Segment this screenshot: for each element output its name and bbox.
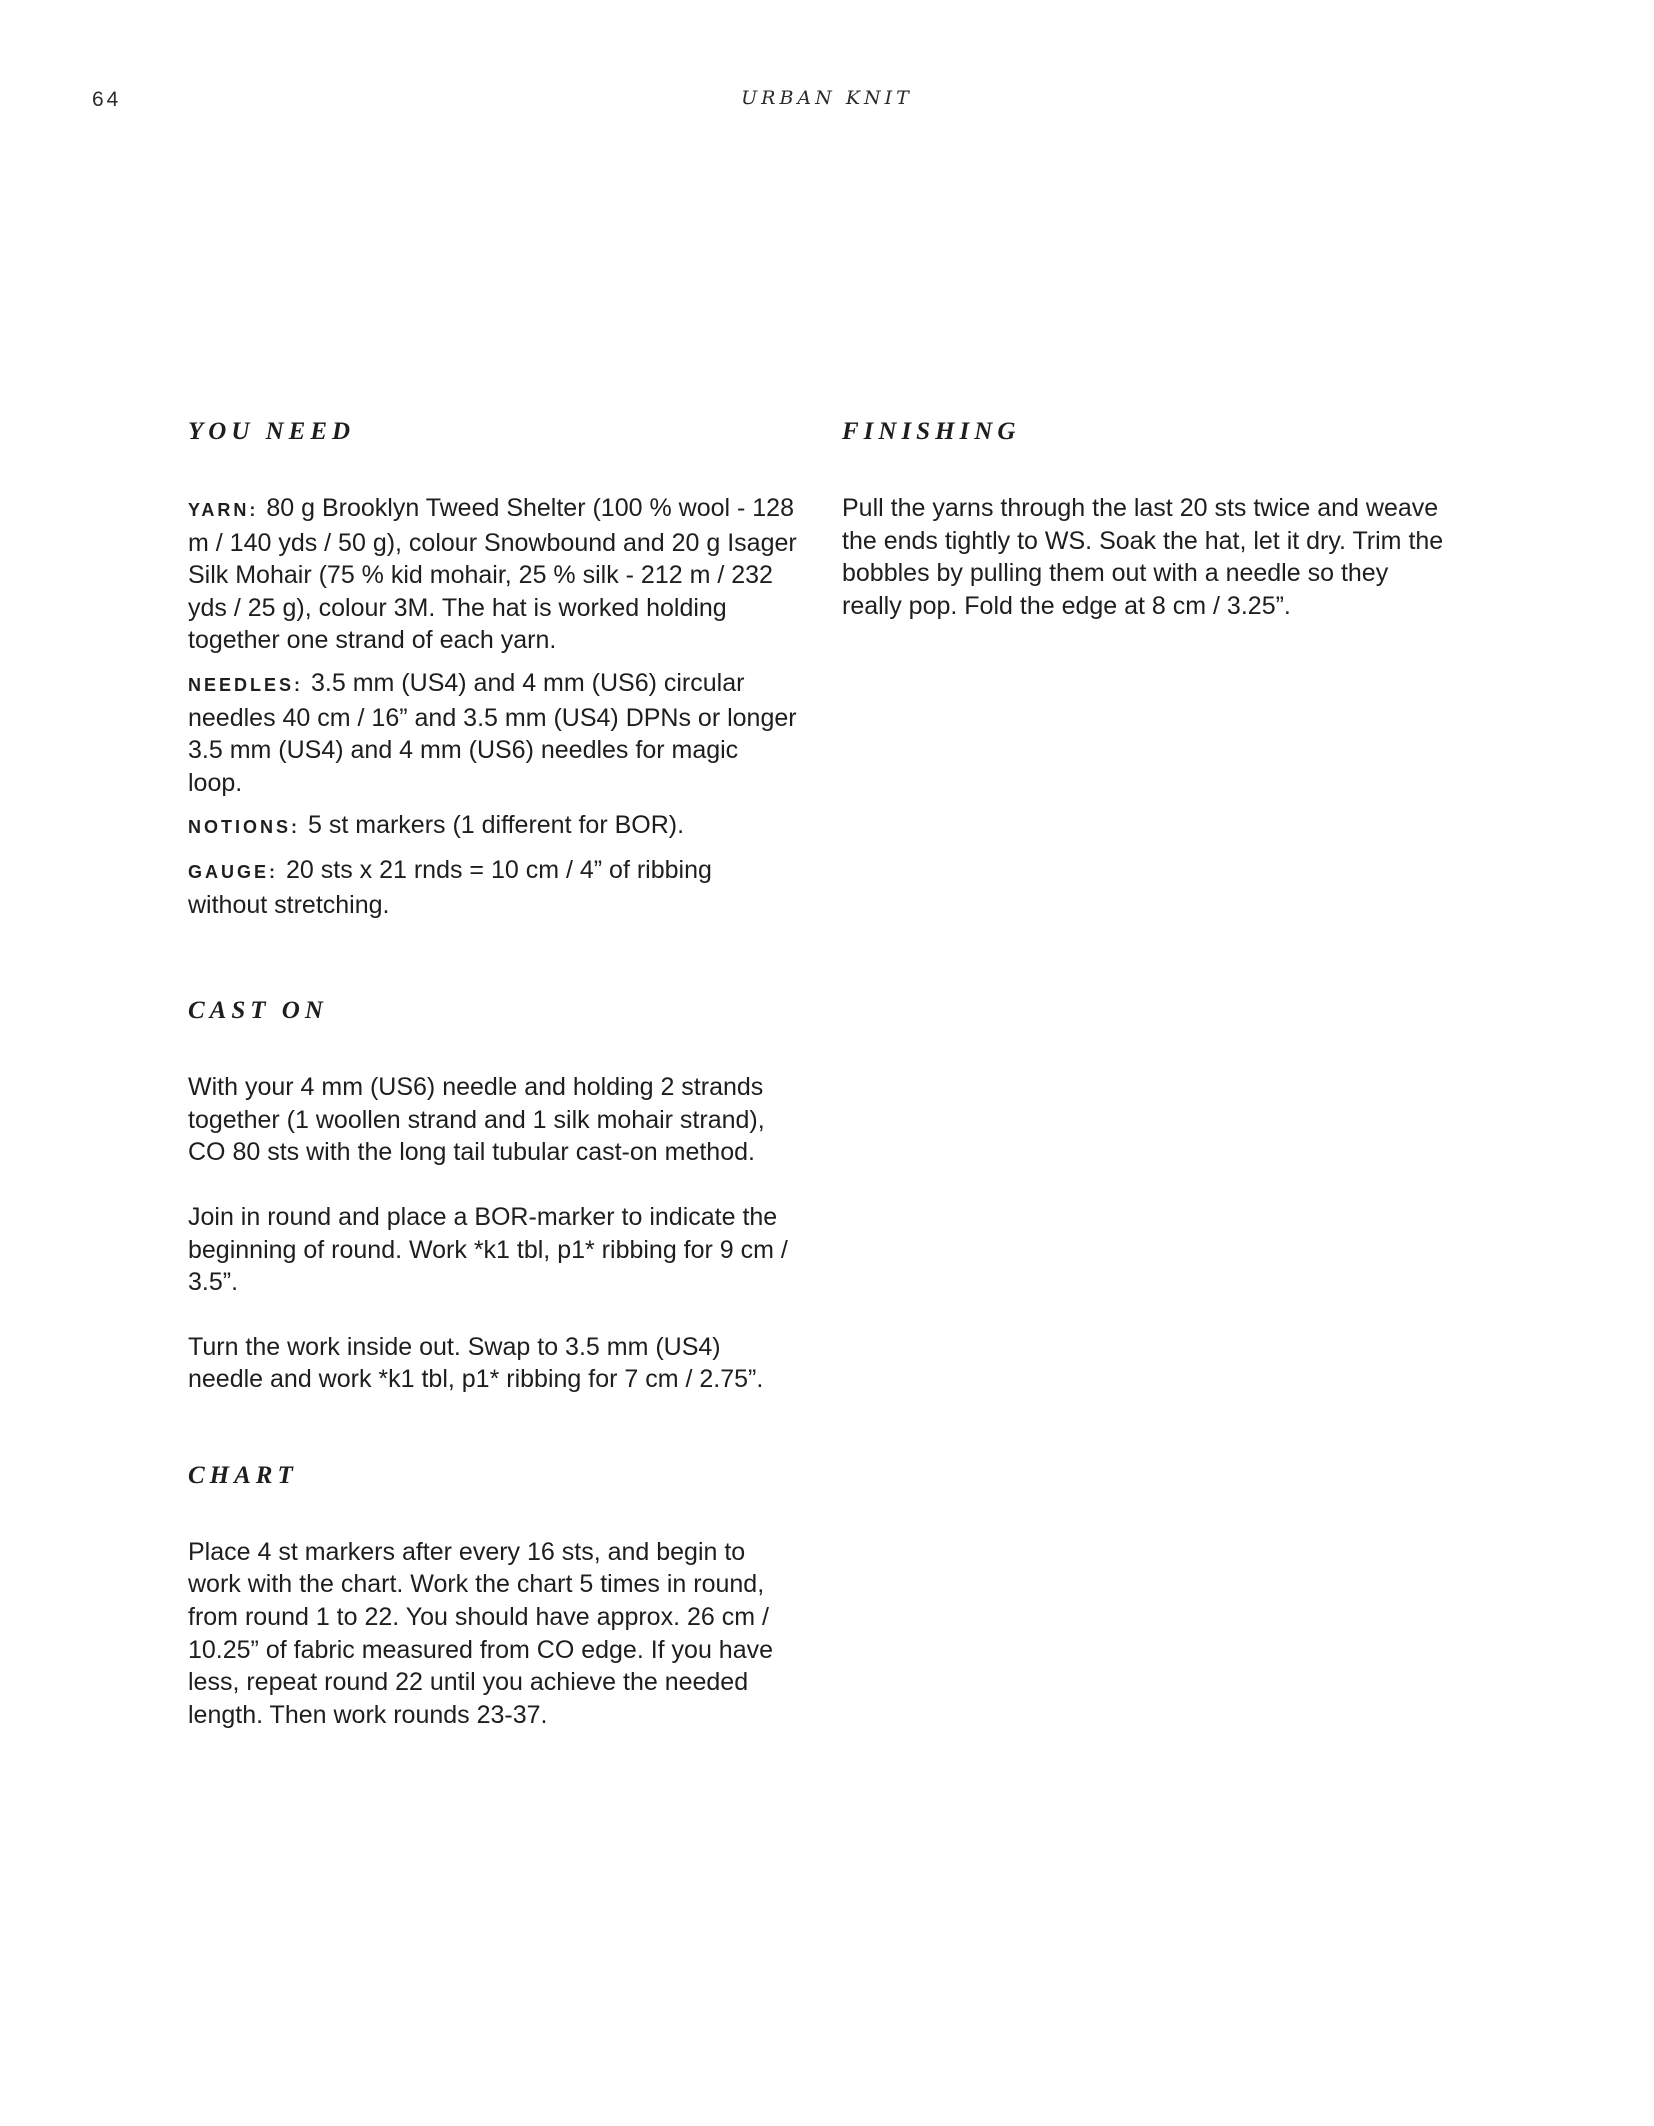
chart-heading: CHART	[188, 1461, 298, 1489]
cast-on-paragraph: With your 4 mm (US6) needle and holding 2 strands together (1 woollen strand and 1 silk mohair strand), CO 80 sts with the long tail tubular cast-on method.	[188, 1073, 765, 1167]
chart-paragraph: Place 4 st markers after every 16 sts, and begin to work with the chart. Work the chart 5 times in round, from round 1 to 22. You should have approx. 26 cm / 10.25” of fabric measured from CO edge. If you have less, repeat round 22 until you achieve the needed length. Then work rounds 23-37.	[188, 1537, 774, 1729]
cast-on-paragraph: Join in round and place a BOR-marker to indicate the beginning of round. Work *k1 tbl, p1* ribbing for 9 cm / 3.5”.	[188, 1202, 788, 1297]
spec-text-yarn: 80 g Brooklyn Tweed Shelter (100 % wool - 128 m / 140 yds / 50 g), colour Snowbound and 20 g Isager Silk Mohair (75 % kid mohair, 25 % silk - 212 m / 232 yds / 25 g), colour 3M. The hat is worked holding together one strand of each yarn.	[188, 494, 797, 655]
spec-text-gauge: 20 sts x 21 rnds = 10 cm / 4” of ribbing without stretching.	[188, 855, 712, 919]
spec-label-notions: NOTIONS:	[188, 817, 300, 838]
chart-section	[188, 1462, 798, 1732]
spec-text-needles: 3.5 mm (US4) and 4 mm (US6) circular needles 40 cm / 16” and 3.5 mm (US4) DPNs or longer 3.5 mm (US4) and 4 mm (US6) needles for magic loop.	[188, 668, 797, 797]
spec-needles	[188, 667, 798, 799]
spec-notions	[188, 809, 798, 844]
cast-on-heading: CAST ON	[188, 997, 328, 1025]
cast-on-paragraph: Turn the work inside out. Swap to 3.5 mm (US4) needle and work *k1 tbl, p1* ribbing for 7 cm / 2.75”.	[188, 1332, 764, 1394]
finishing-heading: FINISHING	[842, 418, 1021, 445]
running-head: URBAN KNIT	[741, 87, 913, 109]
you-need-section	[188, 418, 798, 921]
spec-gauge	[188, 854, 798, 921]
spec-yarn	[188, 492, 798, 657]
right-column	[842, 418, 1452, 622]
you-need-heading: YOU NEED	[188, 418, 356, 445]
spec-label-gauge: GAUGE:	[188, 861, 278, 882]
spec-text-notions: 5 st markers (1 different for BOR).	[308, 811, 685, 840]
finishing-section	[842, 418, 1452, 622]
spec-label-needles: NEEDLES:	[188, 674, 304, 695]
cast-on-section	[188, 997, 798, 1396]
page-number: 64	[92, 88, 122, 111]
left-column	[188, 418, 798, 1731]
finishing-paragraph: Pull the yarns through the last 20 sts twice and weave the ends tightly to WS. Soak the hat, let it dry. Trim the bobbles by pulling them out with a needle so they really pop. Fold the edge at 8 cm / 3.25”.	[842, 494, 1444, 620]
spec-label-yarn: YARN:	[188, 500, 259, 520]
